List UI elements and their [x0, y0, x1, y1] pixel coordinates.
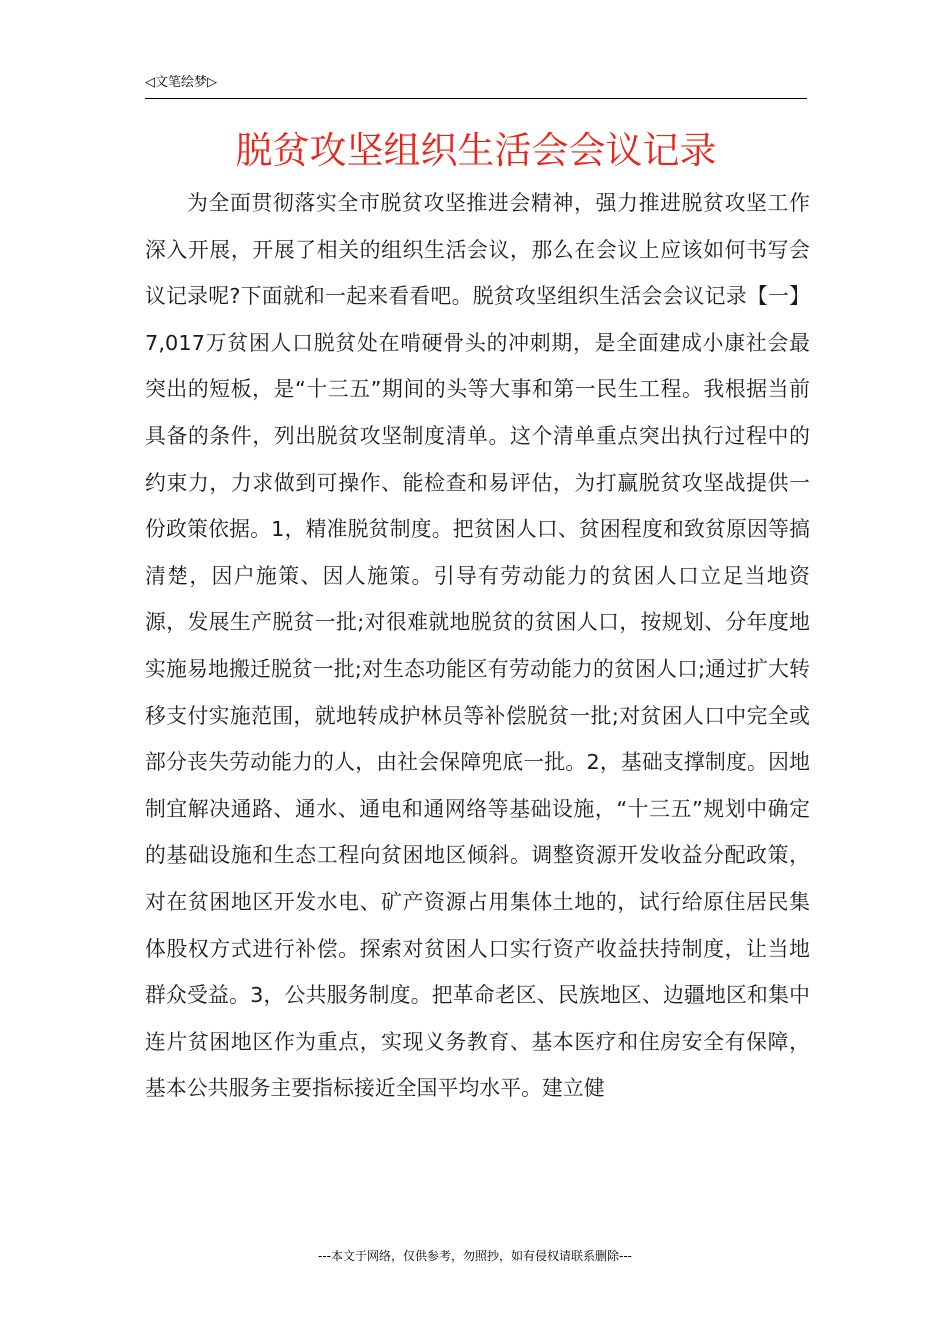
document-title: 脱贫攻坚组织生活会会议记录: [235, 129, 717, 172]
page-footer: ---本文于网络，仅供参考，勿照抄，如有侵权请联系删除---: [318, 1249, 632, 1263]
document-body: 为全面贯彻落实全市脱贫攻坚推进会精神，强力推进脱贫攻坚工作深入开展，开展了相关的组织生活会议，那么在会议上应该如何书写会议记录呢?下面就和一起来看看吧。脱贫攻坚组织生活会会议记录【一】7,017万贫困人口脱贫处在啃硬骨头的冲刺期，是全面建成小康社会最突出的短板，是“十三五”期间的头等大事和第一民生工程。我根据当前具备的条件，列出脱贫攻坚制度清单。这个清单重点突出执行过程中的约束力，力求做到可操作、能检查和易评估，为打赢脱贫攻坚战提供一份政策依据。1，精准脱贫制度。把贫困人口、贫困程度和致贫原因等搞清楚，因户施策、因人施策。引导有劳动能力的贫困人口立足当地资源，发展生产脱贫一批;对很难就地脱贫的贫困人口，按规划、分年度地实施易地搬迁脱贫一批;对生态功能区有劳动能力的贫困人口;通过扩大转移支付实施范围，就地转成护林员等补偿脱贫一批;对贫困人口中完全或部分丧失劳动能力的人，由社会保障兜底一批。2，基础支撑制度。因地制宜解决通路、通水、通电和通网络等基础设施，“十三五”规划中确定的基础设施和生态工程向贫困地区倾斜。调整资源开发收益分配政策，对在贫困地区开发水电、矿产资源占用集体土地的，试行给原住居民集体股权方式进行补偿。探索对贫困人口实行资产收益扶持制度，让当地群众受益。3，公共服务制度。把革命老区、民族地区、边疆地区和集中连片贫困地区作为重点，实现义务教育、基本医疗和住房安全有保障，基本公共服务主要指标接近全国平均水平。建立健: [145, 191, 810, 1101]
page-header: [145, 74, 807, 99]
header-label: ◁文笔绘梦▷: [145, 75, 217, 90]
